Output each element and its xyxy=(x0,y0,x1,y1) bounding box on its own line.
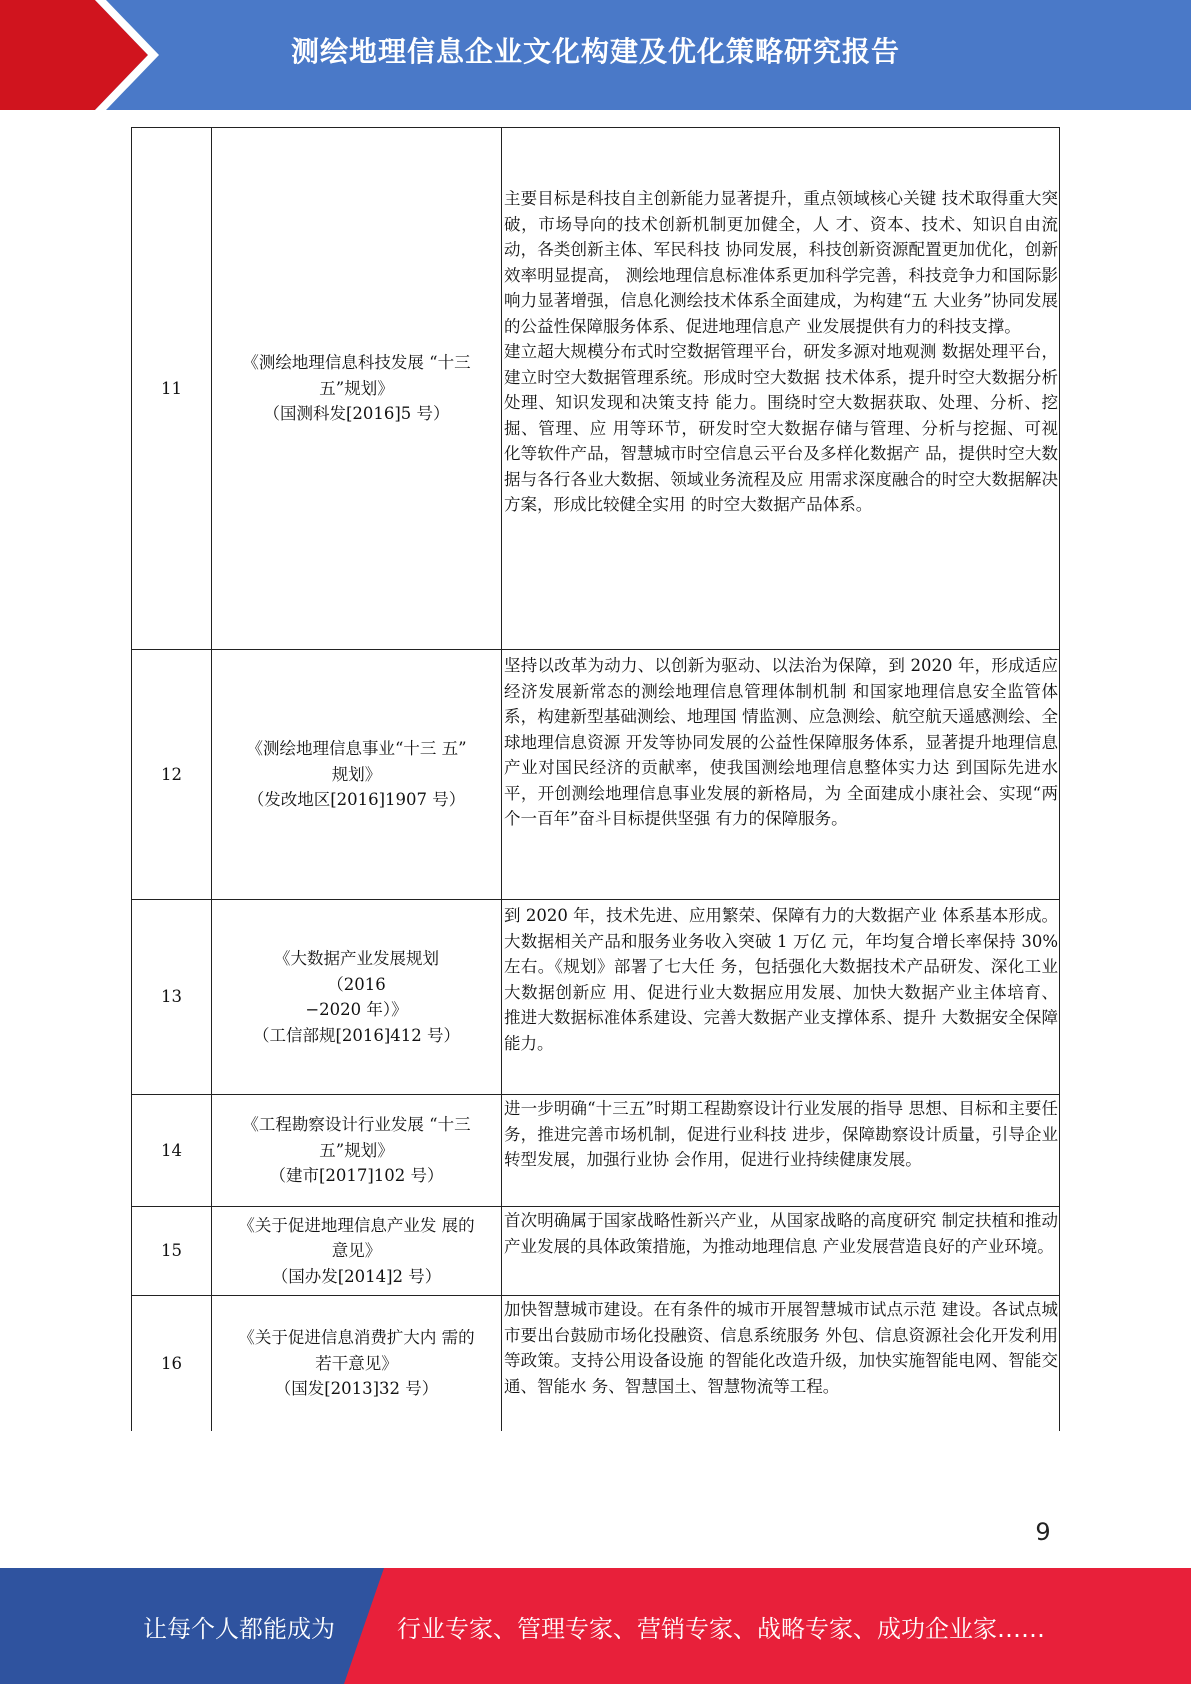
row-number: 13 xyxy=(132,900,212,1095)
table-row xyxy=(132,1095,1060,1207)
description-paragraph: 首次明确属于国家战略性新兴产业，从国家战略的高度研究 制定扶植和推动产业发展的具体政策措施，为推动地理信息 产业发展营造良好的产业环境。 xyxy=(504,1211,1058,1256)
policy-name xyxy=(212,1095,502,1207)
policy-name-line: 《大数据产业发展规划 xyxy=(274,949,439,968)
policy-description xyxy=(502,128,1060,650)
policy-name-line: 《工程勘察设计行业发展 “十三 xyxy=(242,1115,471,1135)
policy-name xyxy=(212,650,502,900)
policy-name xyxy=(212,1207,502,1296)
table-row xyxy=(132,128,1060,650)
policy-name-line: 《测绘地理信息事业“十三 五” xyxy=(246,739,467,759)
table-row xyxy=(132,1296,1060,1432)
policy-name-line: （国发[2013]32 号） xyxy=(274,1379,439,1399)
policy-name-line: （2016 xyxy=(327,974,386,994)
policy-table xyxy=(131,127,1060,1431)
policy-description xyxy=(502,1207,1060,1296)
policy-name-line: （工信部规[2016]412 号） xyxy=(252,1025,461,1045)
policy-name-line: 若干意见》 xyxy=(315,1353,398,1373)
row-number: 11 xyxy=(132,128,212,650)
description-paragraph: 进一步明确“十三五”时期工程勘察设计行业发展的指导 思想、目标和主要任务，推进完善市场机制，促进行业科技 进步，保障勘察设计质量，引导企业转型发展，加强行业协 会作用，促进行业持续健康发展。 xyxy=(504,1099,1058,1169)
policy-name-line: （发改地区[2016]1907 号） xyxy=(247,790,466,810)
page-footer xyxy=(0,1568,1191,1684)
description-paragraph: 坚持以改革为动力、以创新为驱动、以法治为保障，到 2020 年，形成适应经济发展新常态的测绘地理信息管理体制机制 和国家地理信息安全监管体系，构建新型基础测绘、地理国 情监测、应急测绘、航空航天遥感测绘、全球地理信息资源 开发等协同发展的公益性保障服务体系，显著提升地理信息 产业对国民经济的贡献率，使我国测绘地理信息整体实力达 到国际先进水平，开创测绘地理信息事业发展的新格局，为 全面建成小康社会、实现“两个一百年”奋斗目标提供坚强 有力的保障服务。 xyxy=(504,656,1058,828)
document-title: 测绘地理信息企业文化构建及优化策略研究报告 xyxy=(290,35,900,68)
policy-description xyxy=(502,650,1060,900)
table-row xyxy=(132,1207,1060,1296)
page-number: 9 xyxy=(1035,1518,1051,1546)
row-number: 12 xyxy=(132,650,212,900)
policy-name xyxy=(212,1296,502,1432)
policy-name-line: 意见》 xyxy=(331,1241,382,1261)
description-paragraph: 建立超大规模分布式时空数据管理平台，研发多源对地观测 数据处理平台，建立时空大数据管理系统。形成时空大数据 技术体系，提升时空大数据分析处理、知识发现和决策支持 能力。围绕时空大数据获取、处理、分析、挖掘、管理、应 用等环节，研发时空大数据存储与管理、分析与挖掘、可视 化等软件产品，智慧城市时空信息云平台及多样化数据产 品，提供时空大数据与各行各业大数据、领域业务流程及应 用需求深度融合的时空大数据解决方案，形成比较健全实用 的时空大数据产品体系。 xyxy=(504,342,1058,514)
description-paragraph: 到 2020 年，技术先进、应用繁荣、保障有力的大数据产业 体系基本形成。大数据相关产品和服务业务收入突破 1 万亿 元，年均复合增长率保持 30%左右。《规划》部署了七大任 务，包括强化大数据技术产品研发、深化工业大数据创新应 用、促进行业大数据应用发展、加快大数据产业主体培育、 推进大数据标准体系建设、完善大数据产业支撑体系、提升 大数据安全保障能力。 xyxy=(504,906,1058,1053)
policy-name-line: 规划》 xyxy=(331,764,382,784)
row-number: 16 xyxy=(132,1296,212,1432)
table-row xyxy=(132,650,1060,900)
description-paragraph: 加快智慧城市建设。在有条件的城市开展智慧城市试点示范 建设。各试点城市要出台鼓励市场化投融资、信息系统服务 外包、信息资源社会化开发利用等政策。支持公用设备设施 的智能化改造升级，加快实施智能电网、智能交通、智能水 务、智慧国土、智慧物流等工程。 xyxy=(504,1300,1058,1396)
policy-name-line: （国测科发[2016]5 号） xyxy=(263,404,450,424)
footer-slogan-left: 让每个人都能成为 xyxy=(143,1614,335,1643)
footer-slogan-right: 行业专家、管理专家、营销专家、战略专家、成功企业家…… xyxy=(397,1614,1045,1643)
policy-name-line: 五”规划》 xyxy=(319,1140,394,1160)
policy-description xyxy=(502,1095,1060,1207)
policy-name-line: 《关于促进地理信息产业发 展的 xyxy=(238,1215,475,1235)
page-header xyxy=(0,0,1191,110)
policy-name xyxy=(212,900,502,1095)
row-number: 14 xyxy=(132,1095,212,1207)
policy-name-line: （国办发[2014]2 号） xyxy=(271,1266,442,1286)
policy-description xyxy=(502,900,1060,1095)
policy-name-line: 《测绘地理信息科技发展 “十三 xyxy=(242,353,471,373)
description-paragraph: 主要目标是科技自主创新能力显著提升，重点领域核心关键 技术取得重大突破，市场导向的技术创新机制更加健全，人 才、资本、技术、知识自由流动，各类创新主体、军民科技 协同发展，科技创新资源配置更加优化，创新效率明显提高， 测绘地理信息标准体系更加科学完善，科技竞争力和国际影 响力显著增强，信息化测绘技术体系全面建成，为构建“五 大业务”协同发展的公益性保障服务体系、促进地理信息产 业发展提供有力的科技支撑。 xyxy=(504,189,1058,336)
policy-name-line: 五”规划》 xyxy=(319,378,394,398)
policy-name-line: （建市[2017]102 号） xyxy=(269,1166,444,1186)
row-number: 15 xyxy=(132,1207,212,1296)
policy-description xyxy=(502,1296,1060,1432)
policy-name-line: −2020 年）》 xyxy=(305,1000,408,1019)
policy-name xyxy=(212,128,502,650)
policy-name-line: 《关于促进信息消费扩大内 需的 xyxy=(238,1328,475,1348)
table-row xyxy=(132,900,1060,1095)
